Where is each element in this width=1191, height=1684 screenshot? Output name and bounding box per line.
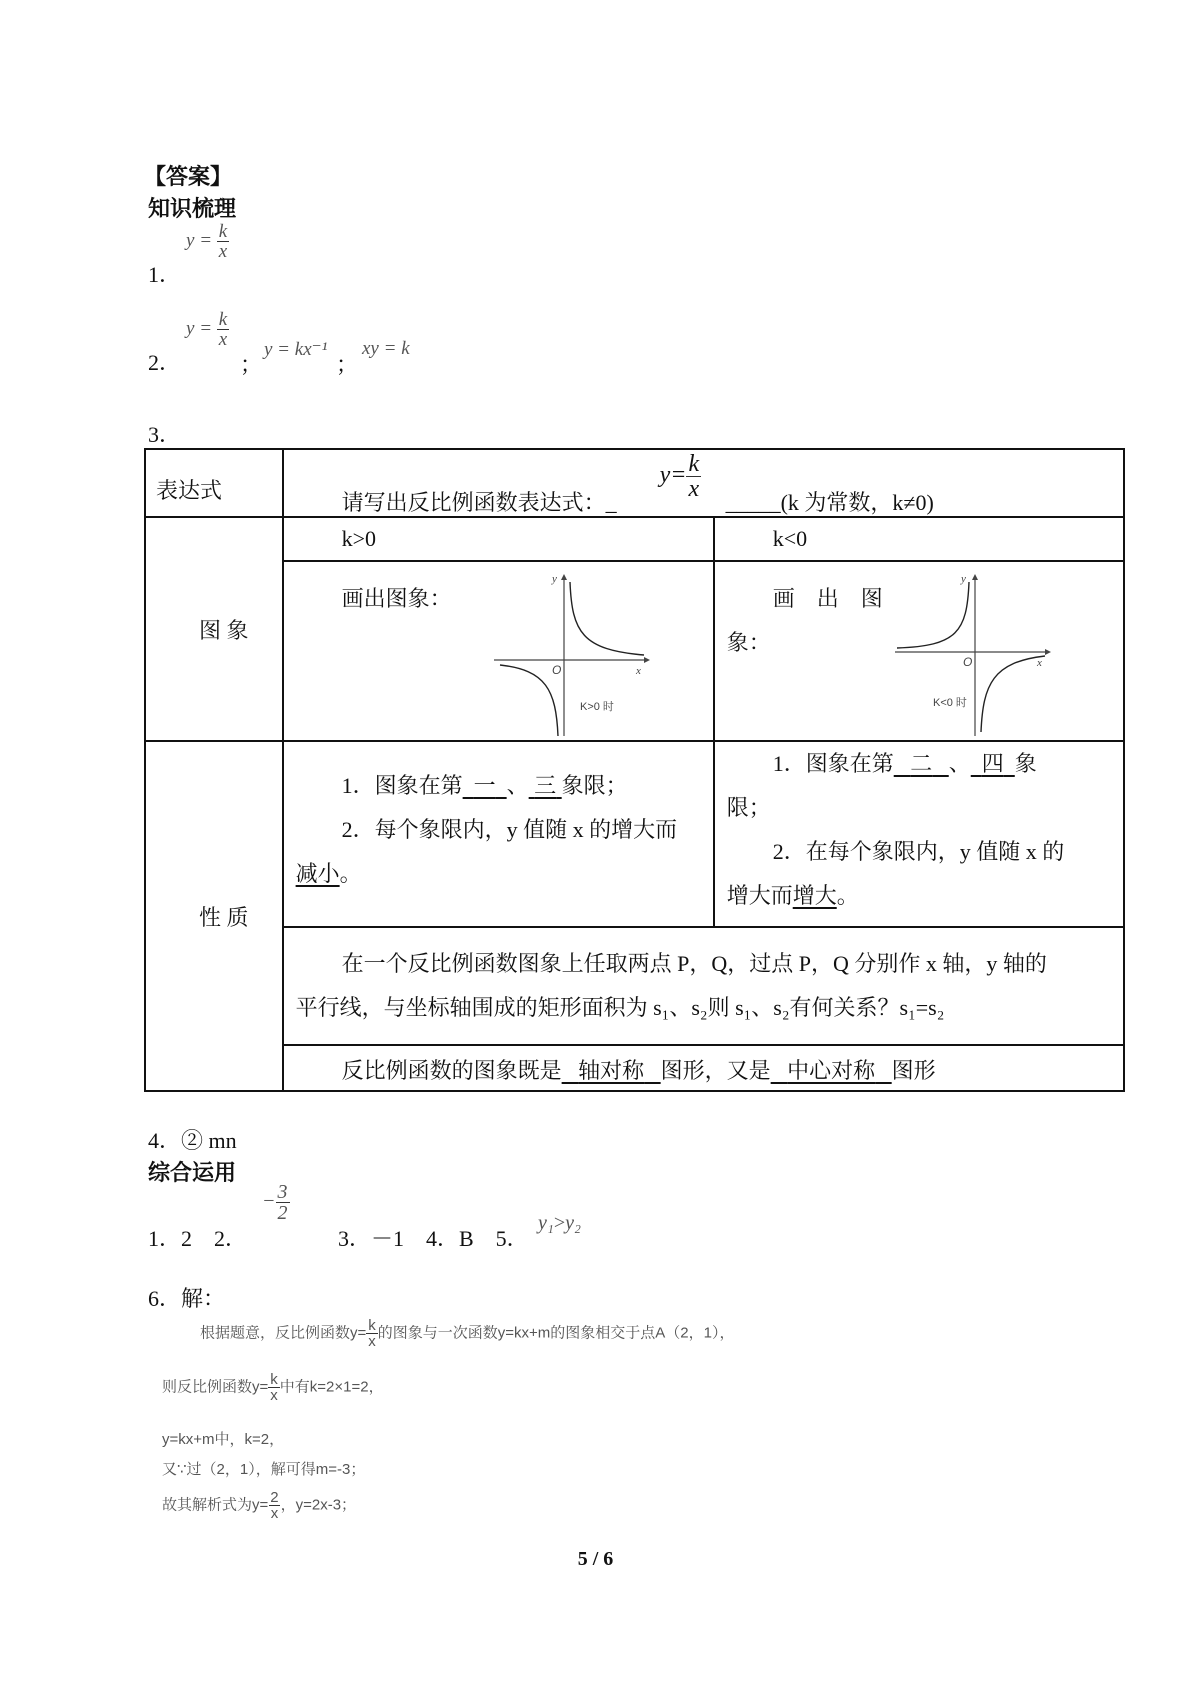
separator: ； (240, 352, 263, 377)
expr-label: 表达式 (156, 478, 223, 503)
prop-neg-line1: 1．图象在第 二 、 四 象 (772, 751, 1037, 776)
item-1-label: 1． (148, 262, 182, 287)
solution-line-5: 故其解析式为y= $\frac{2}{x}$ ，y=2x-3； (162, 1489, 357, 1522)
graph-k-positive (494, 572, 654, 736)
prop-symmetry-line: 反比例函数的图象既是 轴对称 图形，又是 中心对称 图形 (341, 1058, 936, 1083)
prop-area-line1: 在一个反比例函数图象上任取两点 P，Q，过点 P，Q 分别作 x 轴，y 轴的 (341, 951, 1047, 976)
axis-y-label: y (960, 573, 966, 585)
kneg-header (714, 517, 1124, 561)
graph-k-negative (895, 572, 1055, 736)
kpos-label: k>0 (341, 526, 377, 551)
prop-neg-line4: 增大而增大。 (726, 883, 859, 908)
section-title-apply: 综合运用 (148, 1160, 237, 1185)
prop-symmetry-cell (283, 1045, 1124, 1091)
draw-neg-label-2: 象： (726, 630, 771, 655)
item-4: 4．② mn (148, 1128, 237, 1153)
item-6-label: 6．解： (148, 1286, 226, 1311)
formula-y-k-over-x-2: y = $\frac{k}{x}$ (186, 309, 228, 350)
axis-origin-label: O (962, 655, 973, 669)
answer-heading: 【答案】 (144, 164, 233, 189)
properties-table (144, 448, 1125, 1092)
draw-neg-label-1: 画 出 图 (772, 586, 883, 611)
solution-line-4: 又∵过（2，1），解可得m=-3； (162, 1461, 366, 1478)
graph-neg-caption: K<0 时 (932, 697, 967, 709)
item-2-label: 2． (148, 350, 182, 375)
prop-neg-cell (714, 741, 1124, 927)
apply-answers-1-2: 1．2 2． (148, 1226, 248, 1251)
prop-label-cell (145, 741, 283, 1091)
apply-answer-2-fraction: − $\frac{3}{2}$ (262, 1181, 288, 1224)
axis-y-label: y (551, 573, 557, 585)
kpos-header (283, 517, 714, 561)
prop-pos-line1: 1．图象在第 一 、 三 象限； (341, 773, 628, 798)
prop-area-cell (283, 927, 1124, 1045)
expr-content-cell (283, 449, 1124, 517)
prop-area-line2: 平行线，与坐标轴围成的矩形面积为 s₁、s₂则 s₁、s₂有何关系？s₁=s₂ (295, 995, 945, 1020)
solution-line-2: 则反比例函数y= $\frac{k}{x}$ 中有k=2×1=2， (162, 1371, 384, 1404)
page-number: 5 / 6 (577, 1548, 614, 1570)
axis-x-label: x (635, 665, 641, 677)
expr-prompt: 请写出反比例函数表达式：_ (341, 490, 617, 515)
separator: ； (336, 352, 359, 377)
prop-pos-line3: 减小。 (295, 861, 362, 886)
graph-label: 图 象 (199, 617, 249, 643)
formula-y-k-over-x-1: y = $\frac{k}{x}$ (186, 221, 228, 262)
axis-x-label: x (1036, 657, 1042, 669)
apply-answers-3-5: 3．－1 4．B 5． (338, 1226, 529, 1251)
prop-pos-line2: 2．每个象限内，y 值随 x 的增大而 (341, 817, 678, 842)
expr-formula: y= $\frac{k}{x}$ (659, 451, 700, 502)
section-title-knowledge: 知识梳理 (148, 196, 237, 221)
expr-label-cell (145, 449, 283, 517)
prop-label: 性 质 (199, 904, 249, 930)
apply-answer-5: y₁>y₂ (538, 1212, 581, 1234)
prop-neg-line2: 限； (726, 795, 771, 820)
solution-line-1: 根据题意，反比例函数y= $\frac{k}{x}$ 的图象与一次函数y=kx+m的图象相交于点A（2，1）， (200, 1317, 735, 1350)
prop-neg-line3: 2．在每个象限内，y 值随 x 的 (772, 839, 1065, 864)
formula-xy-k: xy = k (362, 338, 410, 359)
draw-pos-label: 画出图象： (341, 586, 452, 611)
axis-origin-label: O (551, 663, 561, 677)
graph-neg-cell (714, 561, 1124, 741)
graph-label-cell (145, 517, 283, 741)
graph-pos-cell (283, 561, 714, 741)
graph-pos-caption: K>0 时 (579, 701, 614, 713)
kneg-label: k<0 (772, 526, 808, 551)
solution-line-3: y=kx+m中，k=2， (162, 1431, 285, 1448)
formula-y-kx-inverse: y = kx⁻¹ (264, 339, 328, 360)
item-3-label: 3． (148, 422, 182, 447)
expr-tail: _____(k 为常数，k≠0) (725, 490, 934, 515)
prop-pos-cell (283, 741, 714, 927)
